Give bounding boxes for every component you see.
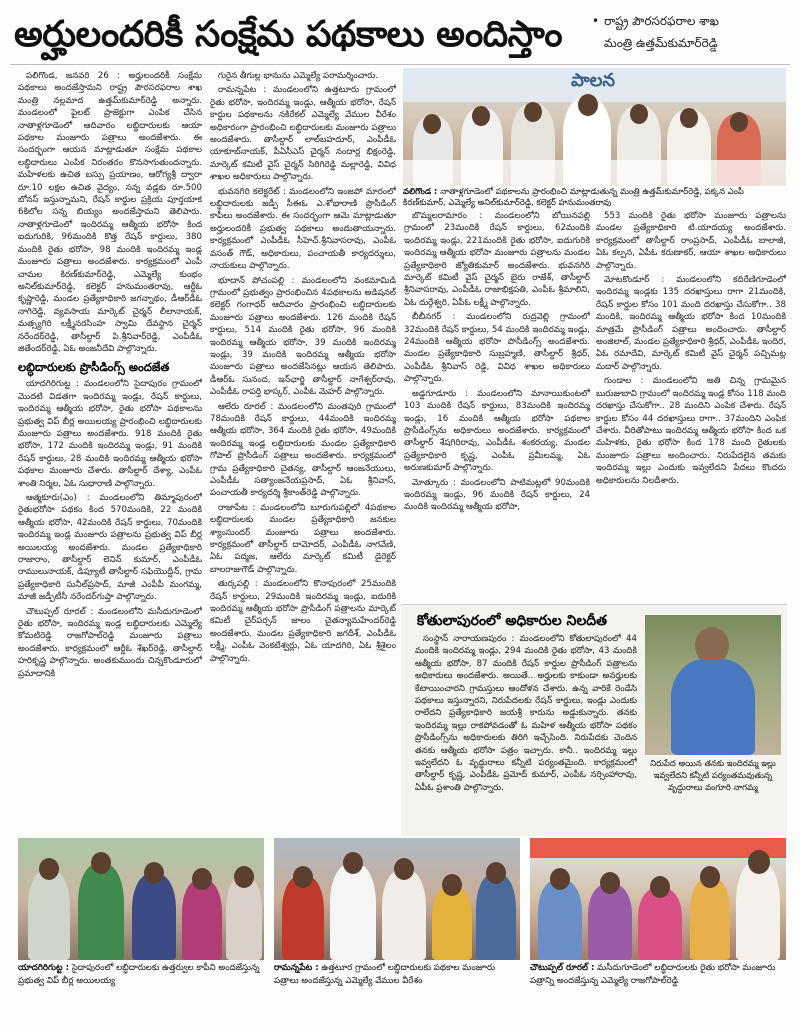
caption-lead: రామన్నపేట : xyxy=(274,963,319,973)
caption-text: నాతాళ్లగూడెంలో పథకాలను ప్రారంభించి మాట్లాడుతున్న మంత్రి ఉత్తమ్‌కుమార్‌రెడ్డి, పక్కన ఎంపీ కిరణ్‌కుమార్, ఎమ్మెల్యే అనిల్‌కుమార్‌రెడ్డి, కలెక్టర్ హనుమంతరావు xyxy=(403,186,744,207)
paragraph: భువనగిరి కలెక్టరేట్ : మండలంలోని ఇంజపో మారంలో లబ్ధిదారులకు జడ్పీ సీఈఓ ఎ.శోభారాణి ప్రొసీడింగ్ కాపీలు అందజేశారు. ఈ సందర్భంగా ఆమె మాట్లాడుతూ అర్హులందరికీ ప్రభుత్వ పథకాలు అందుతాయన్నారు. కార్యక్రమంలో ఎంపీడీఓ సీహెచ్.శ్రీనివాసరావు, ఎంపీఓ వసంత్ గౌడ్, అధికారులు, పంచాయతీ కార్యదర్శులు, నాయకులు పాల్గొన్నారు. xyxy=(210,186,396,272)
box-title: కోతులాపురంలో అధికారుల నిలదీత xyxy=(417,613,608,629)
caption-lead: వలిగొండ : xyxy=(403,186,438,196)
person-head xyxy=(680,108,698,128)
person-figure xyxy=(28,870,70,960)
caption-lead: చౌటుప్పల్ రూరల్ : xyxy=(530,963,595,973)
paragraph: బీబీనగర్ : మండలంలోని రుద్రవెల్లి గ్రామంలో 32మందికి రేషన్ కార్డులు, 54 మందికి ఇందిరమ్మ ఇండ్లు, 24మందికి ఆత్మీయ భరోసా పొసీడింగ్స్ అందజేశారు. మండల ప్రత్యేకాధికారి సుబ్రహ్మణి, తాసీల్దార్ శ్రీధర్, ఎంపీడీఓ శ్రీనివాస్ రెడ్డి, వివిధ శాఖల అధికారులు పాల్గొన్నారు. xyxy=(404,312,590,385)
person-head xyxy=(234,866,254,888)
paragraph: తుర్కపల్లి : మండలంలోని కొనాపురంలో 25మందికి రేషన్ కార్డులు, 29మందికి ఇందిరమ్మ ఇండ్లు, ఐదురికి ఇందిరమ్మ ఆత్మీయ భరోసా ప్రొసీడింగ్ పత్రాలను మార్కెట్ కమిటీ చైర్‌పర్సన్ జాలం చైతన్యామహేందర్‌రెడ్డి అందజేశారు. మండల ప్రత్యేకాధికారి జగదీశ్, ఎంపీడీఓ లక్ష్మీ, ఎంపీఓ వెంకటేశ్వర్లు, ఏఓ యాదగిరి, ఏఓ శ్రీశైలం పాల్గొన్నారు. xyxy=(210,579,396,664)
photo-banner-text: పాలన xyxy=(571,70,615,91)
bottom-caption-1 xyxy=(18,962,264,1002)
headline: అర్హులందరికీ సంక్షేమ పథకాలు అందిస్తాం xyxy=(14,14,563,55)
paragraph: ఆలేరు రూరల్ : మండలంలోని మంతపురి గ్రామంలో 78మందికి రేషన్ కార్డులు, 44మందికి ఇందిరమ్మ ఆత్మీయ భరోసా, 364 మందికి రైతు భరోసా, 49మందికి ఇందిరమ్మ ఇండ్ల లబ్ధిదారులకు మండల ప్రత్యేకాధికారి గోపాల్ ప్రొసీడింగ్ పత్రాలు అందజేశారు. కార్యక్రమంలో గ్రామ ప్రత్యేకాధికారి చైతన్య, తాసీల్దార్ ఆంజనేయులు, ఎంపీడీఓ సత్యాంజనేయప్రసాద్, ఏఓ శ్రీనివాస్, పంచాయతీ కార్యదర్శి శ్రీకాంత్‌రెడ్డి పాల్గొన్నారు. xyxy=(210,401,396,499)
person-head xyxy=(192,868,212,890)
top-photo xyxy=(403,68,786,186)
person-head xyxy=(293,866,313,888)
boxed-story xyxy=(401,604,787,836)
article-column-1 xyxy=(18,70,202,830)
person-figure xyxy=(476,874,516,960)
person-head xyxy=(394,858,414,880)
person-figure xyxy=(132,874,176,960)
person-head xyxy=(550,868,570,890)
byline-minister: మంత్రి ఉత్తమ్‌కుమార్‌రెడ్డి xyxy=(604,36,718,50)
paragraph: ఆత్మకూరు(ఎం) : మండలంలోని తిమ్మాపురంలో రైతుభరోసా పథకం కింద 570మందికి, 22 మందికి ఆత్మీయ భరోసా, 42మందికి రేషన్ కార్డులు, 70మందికి ఇందిరమ్మ ఇండ్ల మంజూరు పత్రాలను ప్రభుత్వ విప్ బీర్ల అయిలయ్య అందజేశారు. మండల ప్రత్యేకాధికారి రాజారాం, తాసీల్దార్ లెనిన్ కుమార్, ఎంపీడీఓ రాములునాయక్, డిప్యూటీ తాసీల్దార్ సఫియొద్దీన్, గ్రామ ప్రత్యేకాధికారి సునీల్‌ప్రసాద్, మాజీ ఎంపీపీ మంగమ్మ, మాజీ జడ్పీటీసీ నరేందర్‌గుప్తా పాల్గొన్నారు. xyxy=(18,493,202,603)
person-head xyxy=(630,104,648,124)
person-head xyxy=(700,866,720,888)
person-figure xyxy=(638,888,682,960)
box-text xyxy=(415,633,637,833)
paragraph: సంస్థాన్ నారాయణపురం : మండలంలోని కోతులాపురంలో 44 మందికి ఇందిరమ్మ ఇండ్లు, 294 మందికి రైతు భరోసా, 43 మందికి ఆత్మీయ భరోసా, 87 మందికి రేషన్ కార్డుల ప్రొసీడింగ్ పత్రాలను అధికారులు అందజేశారు. అయితే.. అర్హులకు కాకుండా అనర్హులకు కేటాయించారని గ్రామస్తులు ఆందోళన చేశారు. ఉన్న వారికే రెండేసి పథకాలు ఇస్తున్నారని, నిరుపేదలకు రేషన్ కార్డులు, ఇండ్లు ఎందుకు రాలేదని ప్రత్యేకాధికారి జయశ్రీ కారును అడ్డుకున్నారు. తనకు ఇందిరమ్మ ఇల్లు రాకపోవడంతో ఓ మహిళ ఆత్మీయ భరోసా పథకం ప్రొసీడింగ్స్‌ను అధికారులకు తిరిగి ఇచ్చేసింది. నిరుపేదకు చెందిన తనకు ఆత్మీయ భరోసా పత్రం ఇచ్చారు. కానీ.. ఇందిరమ్మ ఇల్లు ఇవ్వలేదని ఓ వృద్ధురాలు కన్నీటి పర్యంతమైంది. కార్యక్రమంలో తాసీల్దార్ కృష్ణ, ఎంపీడీఓ ప్రమోద్ కుమార్, ఎంపీఓ నర్సింహారావు, ఏపీఓ ప్రశాంతి పాల్గొన్నారు. xyxy=(415,634,637,793)
person-figure xyxy=(671,659,755,755)
byline xyxy=(592,10,792,54)
paragraph: మోటకొండూర్ : మండలంలోని కదిరేణిగూడెంలో ఇందిరమ్మ ఇండ్లకు 135 దరఖాస్తులు రాగా 21మందికి, రేషన్ కార్డుల కోసం 101 మంది దరఖాస్తు చేసుకోగా.. 38 మందికి, ఇందిరమ్మ ఆత్మీయ భరోసా కింద 10మందికి మాత్రమే ప్రొసీడింగ్ పత్రాలు అందించారు. తాసీల్దార్ అంజిలాల్, మండల ప్రత్యేకాధికారి శ్రీధర్, ఎంపీడీఓ ఇందిర, ఏఓ రమాదేవి, మార్కెట్ కమిటీ వైస్ చైర్మన్ పచ్చిమట్ల మదార్ పాల్గొన్నారు. xyxy=(596,275,786,372)
person-head xyxy=(442,874,462,896)
caption-text: మసీదుగూడెంలో లబ్ధిదారులకు రైతు భరోసా మంజూరు పత్రాన్ని అందజేస్తున్న ఎమ్మెల్యే రాజగోపాల్‌రెడ్డి xyxy=(530,963,776,986)
paragraph: యాదగిరిగుట్ట : మండలంలోని సైదాపురం గ్రామంలో మొదటి విడతగా ఇందిరమ్మ ఇండ్లు, రేషన్ కార్డులు, ఇందిరమ్మ ఆత్మీయ భరోసా, రైతు భరోసా పథకాలను ప్రభుత్వ విప్ బీర్ల అయిలయ్య ప్రారంభించి లబ్ధిదారులకు మంజూరు పత్రాలు అందజేశారు. 918 మందికి రైతు భరోసా, 172 మందికి ఇందిరమ్మ ఇండ్లు, 91 మందికి రేషన్ కార్డులు, 28 మందికి ఇందిరమ్మ ఆత్మీయ భరోసా పథకాల మంజూరు చేశారు. తాసీల్దార్ దేశ్యా, ఎంపీఓ శాంతి నిర్మల, ఏఓ సుధారాణి పాల్గొన్నారు. xyxy=(18,379,202,489)
person-head xyxy=(472,106,490,126)
person-figure xyxy=(588,884,632,960)
article-column-3 xyxy=(404,210,590,610)
person-head xyxy=(39,858,59,880)
person-head xyxy=(730,112,748,132)
person-head xyxy=(600,872,620,894)
paragraph: చౌటుప్పల్ రూరల్ : మండలంలోని మసీదుగూడెంలో రైతు భరోసా, ఇందిరమ్మ ఇండ్ల లబ్ధిదారులకు ఎమ్మెల్యే కోమటిరెడ్డి రాజగోపాల్‌రెడ్డి మంజూరు పత్రాలు అందజేశారు. కార్యక్రమంలో ఆర్డీఓ శేఖర్‌రెడ్డి, తాసీల్దార్ హరికృష్ణ పాల్గొన్నారు. అంతకుముందు చిన్నకొండూరులో ప్రమాదానికి xyxy=(18,606,202,679)
person-figure xyxy=(538,880,582,960)
person-head xyxy=(91,852,111,874)
article-column-4 xyxy=(596,210,786,610)
box-photo-caption: నిరుపేద అయిన తనకు ఇందిరమ్మ ఇల్లు ఇవ్వలేదని కన్నీటి పర్యంతమవుతున్న వృద్ధురాలు వంగూరి నాగమ్మ xyxy=(650,758,776,792)
paragraph: భూదాన్ పోచంపల్లి : మండలంలోని వంకమామిడి గ్రామంలో ప్రభుత్వం ప్రారంభించిన 4పథకాలను అడిషనల్ కలెక్టర్ గంగాధర్ ఆదివారం ప్రారంభించి లబ్ధిదారులకు మంజూరు పత్రాలు అందజేశారు. 126 మందికి రేషన్ కార్డులు, 514 మందికి రైతు భరోసా, 96 మందికి ఇందిరమ్మ ఆత్మీయ భరోసా, 39 మందికి ఇందిరమ్మ ఇండ్లు, 39 మందికి ఇందిరమ్మ ఆత్మీయ భరోసా మంజూరు పత్రాలు అందజేసినట్లు ఆయన తెలిపారు. డీఆర్ఓ సునంద, ఇన్‌ఛార్జి తాసీల్దార్ నాగేశ్వర్‌రావు, ఎంపీడీఓ రాపర్తి భాస్కర్, ఎంపీఓ మెహర్ పాల్గొన్నారు. xyxy=(210,275,396,398)
person-head xyxy=(748,850,770,874)
headline-rule xyxy=(10,64,790,65)
article-column-2 xyxy=(210,70,396,830)
person-head xyxy=(343,852,363,874)
person-figure xyxy=(736,862,780,960)
person-figure xyxy=(382,870,426,960)
person-figure xyxy=(78,864,124,960)
subheading: లబ్ధిదారులకు ప్రొసీడింగ్స్ అందజేత xyxy=(18,360,170,375)
person-head xyxy=(578,94,598,116)
paragraph: 553 మందికి రైతు భరోసా మంజూరు పత్రాలను మండల ప్రత్యేకాధికారి టి.యాదయ్య అందజేశారు. కార్యక్రమంలో తాసీల్దార్ రాంప్రసాద్, ఎంపీడీఓ బాలాజీ, ఏఓ కల్పన, ఏపీఓ కరుణాకర్, ఆయా శాఖల అధికారులు పాల్గొన్నారు. xyxy=(596,211,786,271)
caption-text: ఉత్తటూర గ్రామంలో లబ్ధిదారులకు పథకాల మంజూరు పత్రాలు అందజేస్తున్న ఎమ్మెల్యే వేముల వీరేశం xyxy=(274,963,496,986)
person-head xyxy=(524,102,542,122)
person-head xyxy=(650,876,670,898)
paragraph: రాజాపేట : మండలంలోని బూరుగుపల్లిలో 4పథకాల లబ్ధిదారులకు మండల ప్రత్యేకాధికారి జనకుల శ్యాంసుందర్ మంజూరు పత్రాలు అందజేశారు. కార్యక్రమంలో తాసీల్దార్ దామోదర్, ఎంపీడీఓ నాగవేణి, ఏఓ పద్మజ, ఆలేరు మార్కెట్ కమిటీ డైరెక్టర్ బాలరాజుగౌడ్ పాల్గొన్నారు. xyxy=(210,502,396,575)
paragraph: రామన్నపేట : మండలంలోని ఉత్తటూరు గ్రామంలో రైతు భరోసా, ఇందిరమ్మ ఇండ్లు, ఆత్మీయ భరోసా, రేషన్ కార్డుల పథకాలను నకిరేకల్ ఎమ్మెల్యే వేముల వీరేశం అధికారంగా ప్రారంభించి లబ్ధిదారులకు మంజూరు పత్రాలు అందజేశారు. తాసీల్దార్ లాల్‌బహదూర్, ఎంపీడీఓ యాకూబ్‌నాయక్, పీఏసీఎస్ చైర్మన్ నందార్ల భిక్షంరెడ్డి, మార్కెట్ కమిటీ వైస్ చైర్మన్ సిరిగిరెడ్డి మల్లారెడ్డి, వివిధ శాఖల అధికారులు పాల్గొన్నారు. xyxy=(210,85,396,183)
bottom-caption-2 xyxy=(274,962,520,1002)
paragraph: బొమ్మలరామారం : మండలంలోని బోయినపల్లి గ్రామంలో 23మందికి రేషన్ కార్డులు, 62మందికి ఇందిరమ్మ ఇండ్లు, 221మందికి రైతు భరోసా, ఐదుగురికి ఇందిరమ్మ ఆత్మీయ భరోసా మంజూరు పత్రాలను మండల ప్రత్యేకాధికారి జ్యోతికుమార్ అందజేశారు. భువనగిరి మార్కెట్ కమిటీ వైస్ చైర్మన్ బైరు రాజేశ్, తాసీల్దార్ శ్రీనివాసరావు, ఎంపీడీఓ రాజాభిక్షపతి, ఎంపీఓ శ్రీమాలిని, ఏఓ దుర్గేశ్వరి, ఏపీఓ లక్ష్మీ పాల్గొన్నారు. xyxy=(404,211,590,308)
bottom-photo-3 xyxy=(530,838,786,960)
paragraph: గురైన తీగుల్ల భానును ఎమ్మెల్యే పరామర్శించారు. xyxy=(218,71,379,81)
person-figure xyxy=(432,886,472,960)
person-head xyxy=(486,862,506,884)
person-head xyxy=(423,114,441,134)
table-foreground xyxy=(403,160,786,186)
paragraph: మోత్కూరు : మండలంలోని పాటిమట్లలో 90మందికి ఇందిరమ్మ ఇండ్లు, 96 మందికి రేషన్ కార్డులు, 24 మందికి ఇందిరమ్మ ఆత్మీయ భరోసా, xyxy=(404,477,590,513)
person-figure xyxy=(226,876,262,960)
paragraph: అడ్డగూడూరు : మండలంలోని మానాయికుంటలో 103 మందికి రేషన్ కార్డులు, 83మందికి ఇందిరమ్మ ఇండ్లు, 16 మందికి ఆత్మీయ భరోసా పథకాల ప్రొసీడింగ్స్‌ను అధికారులు అందజేశారు. కార్యక్రమంలో తాసీల్దార్ శేషగిరిరావు, ఎంపీడీఓ శంకరయ్య, మండల ప్రత్యేకాధికారి కృష్ణ, ఎంపీఓ ప్రమీలమ్మ, ఏఓ అరుణకుమార్ పాల్గొన్నారు. xyxy=(404,388,590,474)
person-figure xyxy=(182,880,222,960)
caption-lead: యాదగిరిగుట్ట : xyxy=(18,963,70,973)
paragraph: పలిగొండ, జనవరి 26 : అర్హులందరికీ సంక్షేమ పథకాలు అందజేస్తామని రాష్ట్ర పౌరసరఫరాల శాఖ మంత్రి నల్లమాద ఉత్తమ్‌కుమార్‌రెడ్డి అన్నారు. మండలంలో పైలట్ ప్రాజెక్టుగా ఎంపిక చేసిన నాతాళ్లగూడెంలో ఆదివారం లబ్ధిదారులకు ఆయా పథకాల మంజూరు పత్రాలు అందజేశారు. ఈ సందర్భంగా ఆయన మాట్లాడుతూ సంక్షేమ పథకాల లబ్ధిదారులు ఎంపిక నిరంతరం కొనసాగుతుందన్నారు. మహిళలకు ఉచిత బస్సు ప్రయాణం, ఆరోగ్యశ్రీ ద్వారా రూ.10 లక్షల ఉచిత వైద్యం, సన్న వడ్లకు రూ.500 బోనస్ ఇస్తున్నామని, రేషన్ కార్డుల ప్రక్రియ పూర్తయాక 6కిలోల సన్న బియ్యం అందజేస్తామని తెలిపారు. నాతాళ్లగూడెంలో ఇందిరమ్మ ఆత్మీయ భరోసా కింద ఐదుగురికి, 96మందికి కొత్త రేషన్ కార్డులు, 380 మందికి రైతు భరోసా, 98 మందికి ఇందిరమ్మ ఇండ్ల మంజూరు పత్రాలు అందజేశారు. కార్యక్రమంలో ఎంపీ చామల కిరణ్‌కుమార్‌రెడ్డి, ఎమ్మెల్యే కుంభం అనిల్‌కుమార్‌రెడ్డి, కలెక్టర్ హనుమంతరావు, ఆర్డీఓ కృష్ణారెడ్డి, మండల ప్రత్యేకాధికారి జగన్నాథం, డీఆర్‌డీఓ నాగిరెడ్డి, వ్యవసాయ మార్కెట్ చైర్మన్ లీలానాయక్, మత్స్యగిరి లక్ష్మీనరసింహ స్వామి దేవస్థాన చైర్మన్ నరేందర్‌రెడ్డి, తాసీల్దార్ పి.శ్రీనివార్‌రెడ్డి, ఎంపీడీఓ జితేందర్‌రెడ్డి, ఏఓ అంజనీదేవి పాల్గొన్నారు. xyxy=(18,71,202,354)
bottom-caption-3 xyxy=(530,962,786,1002)
bottom-photo-1 xyxy=(18,838,264,960)
paragraph: గుండాల : మండలంలోని అతి చిన్న గ్రామమైన బురుజుబావి గ్రామంలో ఇందిరమ్మ ఇండ్ల కోసం 118 మంది దరఖాస్తు చేసుకోగా.. 28 మందిని ఎంపిక చేశారు. రేషన్ కార్డుల కోసం 44 దరఖాస్తులు రాగా.. 37మందిని ఎంపిక చేశారు. వీరితోపాటు ఇందిరమ్మ ఆత్మీయ భరోసా కింద ఒక మహిళకు, రైతు భరోసా కింద 178 మంది రైతులకు మంజూరు పత్రాలు అందించారు. నిరుపేదలైన తమకు ఇందిరమ్మ ఇల్లు ఎందుకు ఇవ్వలేదని పేదలు కొందరు అధికారులను నిలదీశారు. xyxy=(596,376,786,486)
caption-text: సైదాపురంలో లబ్ధిదారులకు ఉత్తర్వుల కాపీని అందజేస్తున్న ప్రభుత్వ విప్ బీర్ల అయిలయ్య xyxy=(18,963,260,986)
person-figure xyxy=(282,876,324,960)
elderly-woman-photo xyxy=(645,615,781,755)
tent-canopy xyxy=(530,838,786,858)
byline-department: • రాష్ట్ర పౌరసరఫరాల శాఖ xyxy=(592,14,719,28)
person-head xyxy=(144,862,164,884)
person-figure xyxy=(690,878,730,960)
person-figure xyxy=(330,864,376,960)
bottom-photo-2 xyxy=(274,838,520,960)
top-photo-caption xyxy=(403,186,786,208)
